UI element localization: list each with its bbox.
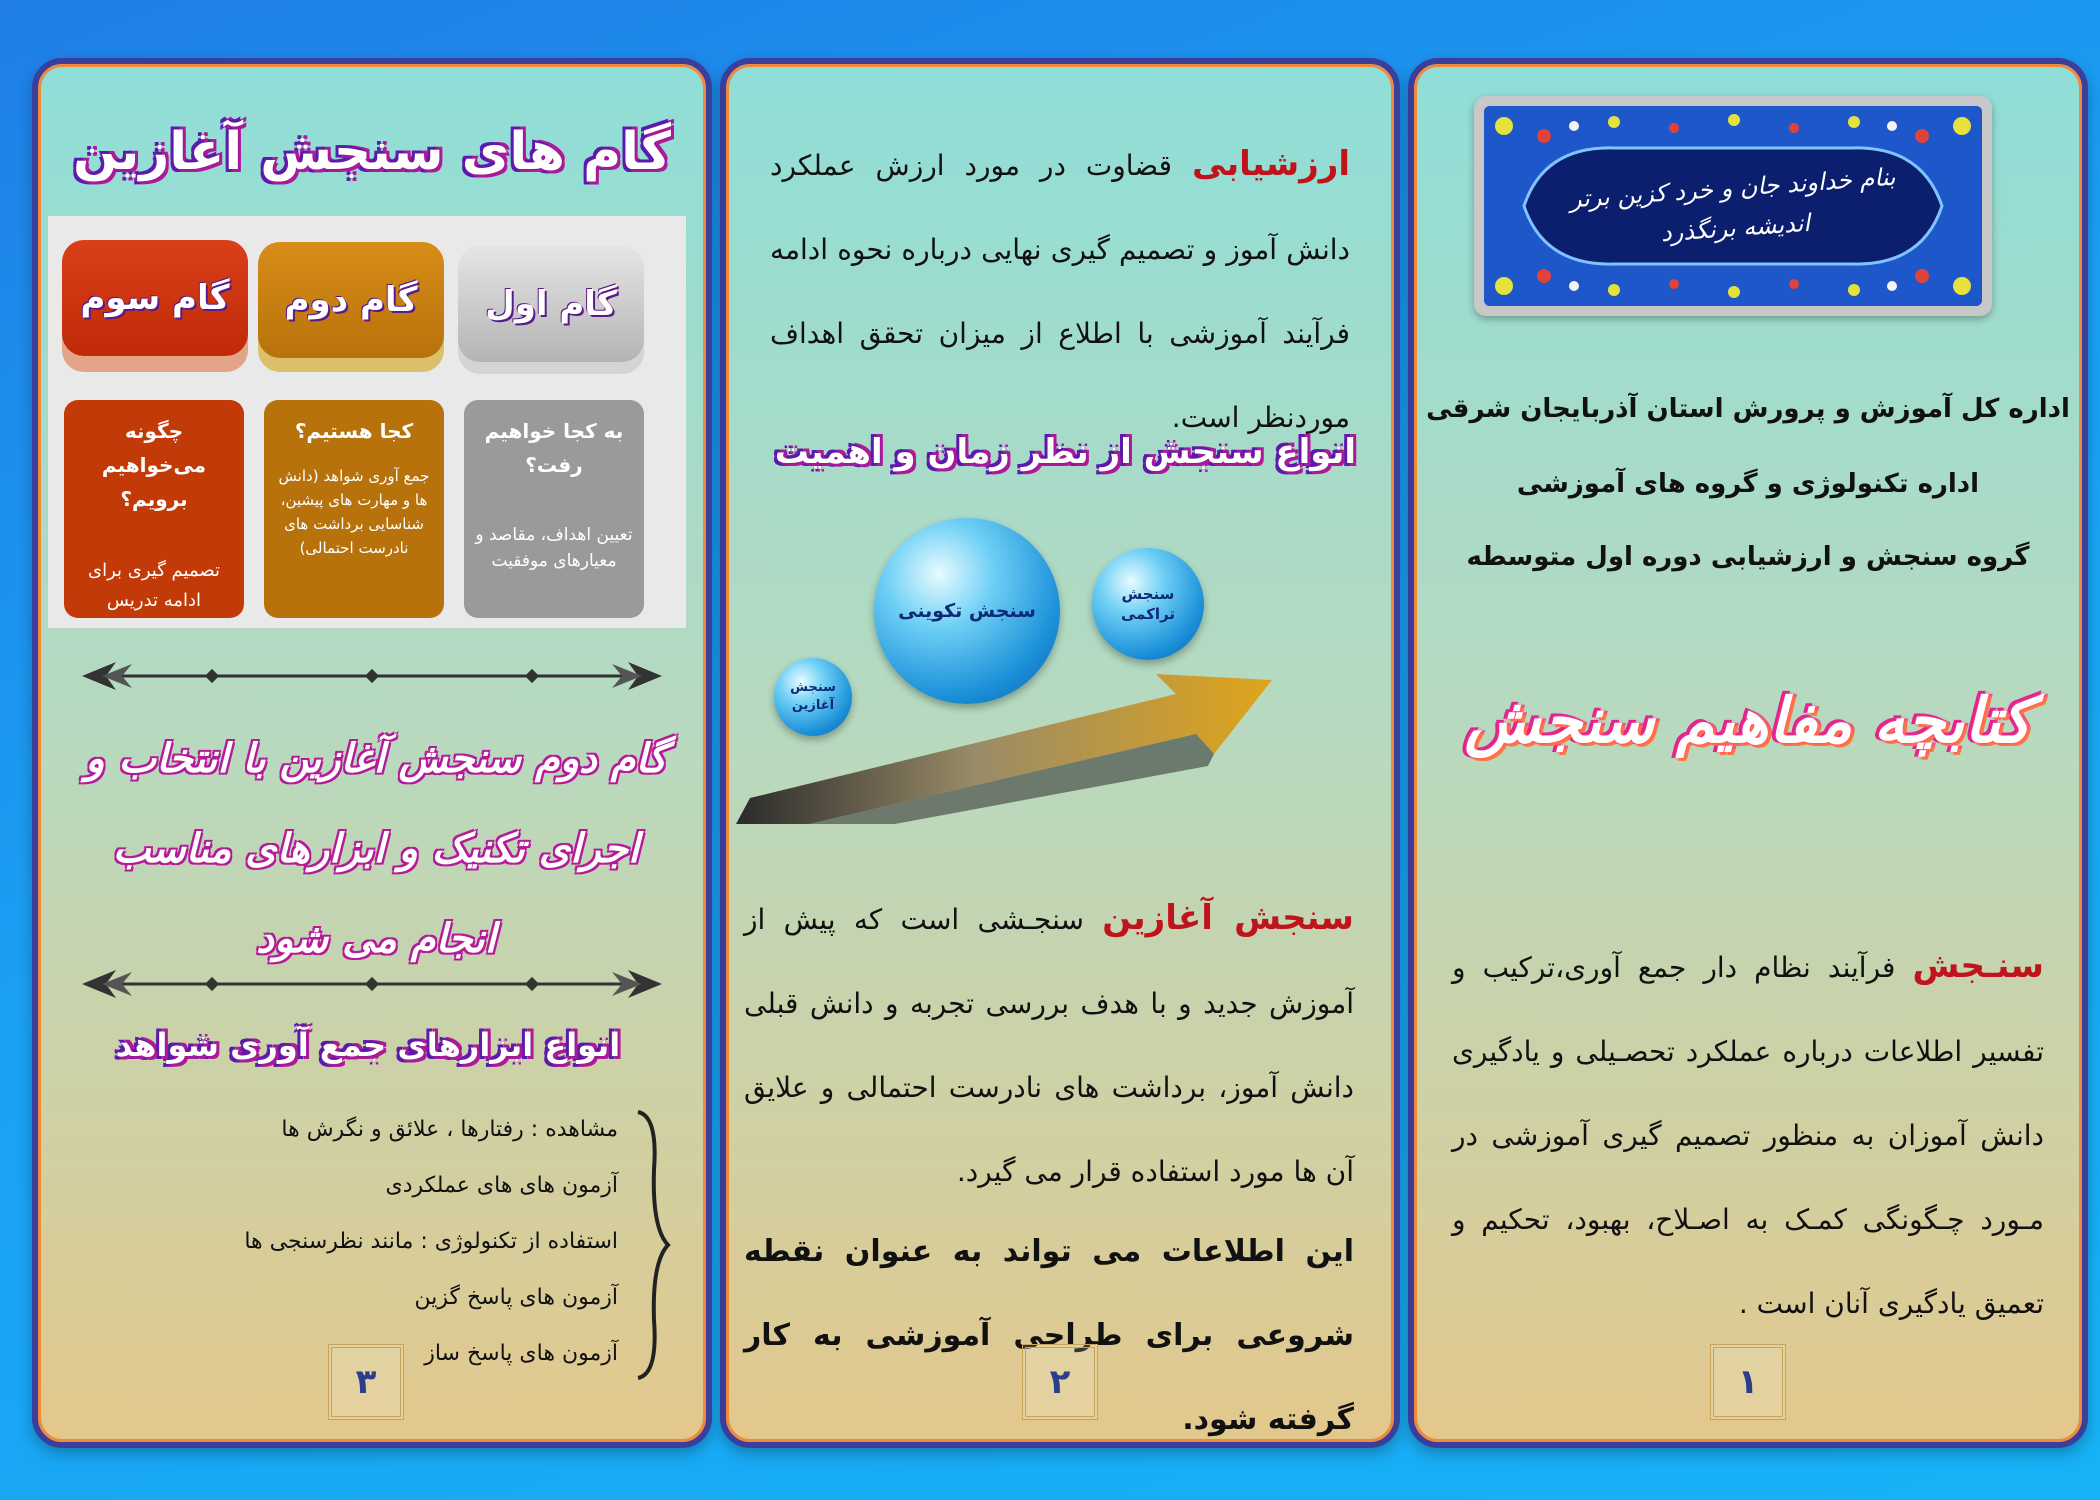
step-1-question: به کجا خواهیم رفت؟ <box>484 419 624 477</box>
evaluation-term: ارزشیابی <box>1191 144 1351 184</box>
tool-item: آزمون های های عملکردی <box>385 1173 618 1198</box>
tool-item: آزمون های پاسخ ساز <box>424 1341 618 1366</box>
panel-page-1 <box>1408 58 2088 1448</box>
step-2-header: گام دوم <box>258 242 444 358</box>
step-3-header: گام سوم <box>62 240 248 356</box>
step-1-desc: تعیین اهداف، مقاصد و معیارهای موفقیت <box>475 525 633 571</box>
assessment-definition <box>1452 924 2044 1346</box>
step-2-question: کجا هستیم؟ <box>294 419 414 443</box>
step-3-desc: تصمیم گیری برای ادامه تدریس <box>88 560 220 611</box>
calligraphy-tile <box>1474 96 1992 316</box>
calligraphy-text: بنام خداوند جان و خرد کزین برتر اندیشه برنگذرد <box>1568 162 1897 248</box>
assessment-definition-text: فرآیند نظام دار جمع آوری،ترکیب و تفسیر اطلاعات درباره عملکرد تحصـیلی و یادگیری دانش آموزان به منظور تصمیم گیری آموزشی در مـورد چـگونگی کمـک به اصـلاح، بهبود، تحکیم و تعمیق یادگیری آنان است . <box>1452 951 2044 1320</box>
evaluation-definition-text: قضاوت در مورد ارزش عملکرد دانش آموز و تصمیم گیری نهایی درباره نحوه ادامه فرآیند آموزشی با اطلاع از میزان تحقق اهداف موردنظر است. <box>770 149 1350 434</box>
org-line-2: اداره تکنولوژی و گروه های آموزشی <box>1516 469 1980 499</box>
arrow-divider-icon <box>82 964 662 1004</box>
bubble-formative-label: سنجش تکوینی <box>898 600 1036 622</box>
bubble-initial-assessment <box>774 658 852 736</box>
arrow-divider-icon <box>82 656 662 696</box>
initial-assessment-text: سنجـشی است که پیش از آموزش جدید و با هدف بررسی تجربه و دانش قبلی دانش آموز، برداشت های نادرست احتمالی و علایق آن ها مورد استفاده قرار می گیرد. <box>744 903 1354 1188</box>
step-3-card <box>64 400 244 618</box>
brace-icon <box>632 1110 672 1380</box>
step-2-desc: جمع آوری شواهد (دانش ها و مهارت های پیشین، شناسایی برداشت های نادرست احتمالی) <box>278 467 430 557</box>
step-1-header: گام اول <box>458 246 644 362</box>
evaluation-definition <box>770 122 1350 460</box>
initial-assessment-term: سنجش آغازین <box>1102 898 1354 938</box>
assessment-term: سنـجش <box>1912 946 2044 986</box>
initial-assessment-note: این اطلاعات می تواند به عنوان نقطه شروعی برای طراحی آموزشی به کار گرفته شود. <box>744 1234 1354 1437</box>
highlight-statement: گام دوم سنجش آغازین با انتخاب و اجرای تکنیک و ابزارهای مناسب انجام می شود <box>85 735 667 962</box>
page-number: ۳ <box>328 1344 404 1420</box>
tools-title: انواع ابزارهای جمع آوری شواهد <box>115 1026 621 1064</box>
step-3-question: چگونه می‌خواهیم برویم؟ <box>101 419 207 511</box>
bubble-initial-label: سنجش آغازین <box>790 680 836 713</box>
tools-list <box>98 1102 618 1382</box>
initial-assessment-definition <box>744 876 1354 1214</box>
step-1-card <box>464 400 644 618</box>
panel-page-3 <box>32 58 712 1448</box>
tool-item: آزمون های پاسخ گزین <box>414 1285 618 1310</box>
steps-title: گام های سنجش آغازین <box>73 122 671 182</box>
page-number: ۱ <box>1710 1344 1786 1420</box>
panel-page-2 <box>720 58 1400 1448</box>
bubble-formative-assessment <box>874 518 1060 704</box>
bubble-summative-label: سنجش تراکمی <box>1120 585 1176 623</box>
booklet-title: کتابچه مفاهیم سنجش <box>1464 684 2032 757</box>
org-line-3: گروه سنجش و ارزشیابی دوره اول متوسطه <box>1466 542 2030 572</box>
tool-item: مشاهده : رفتارها ، علائق و نگرش ها <box>281 1117 618 1142</box>
page-number: ۲ <box>1022 1344 1098 1420</box>
step-2-card <box>264 400 444 618</box>
bubble-summative-assessment <box>1092 548 1204 660</box>
assessment-types-title: انواع سنجش از نظر زمان و اهمیت <box>774 432 1356 472</box>
tool-item: استفاده از تکنولوژی : مانند نظرسنجی ها <box>244 1229 618 1254</box>
org-line-1: اداره کل آموزش و پرورش استان آذربایجان شرقی <box>1426 394 2070 424</box>
